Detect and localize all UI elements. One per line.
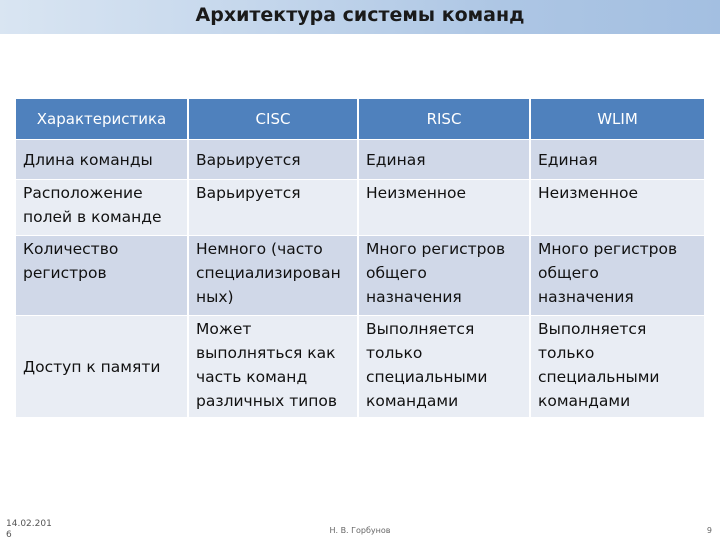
- cell-wlim: Единая: [531, 139, 704, 179]
- cell-wlim: Выполняется только специальными командами: [531, 315, 704, 417]
- header-cisc: CISC: [189, 99, 359, 139]
- table-row: [16, 139, 704, 179]
- table-row: [16, 179, 704, 235]
- table-row: [16, 315, 704, 417]
- cell-wlim: Много регистров общего назначения: [531, 235, 704, 315]
- cell-cisc: Может выполняться как часть команд различных типов: [189, 315, 359, 417]
- slide-title: Архитектура системы команд: [195, 4, 525, 26]
- cell-cisc: Варьируется: [189, 139, 359, 179]
- footer-author: Н. В. Горбунов: [329, 526, 391, 535]
- header-wlim: WLIM: [531, 99, 704, 139]
- cell-risc: Неизменное: [359, 179, 531, 235]
- table-header-row: [16, 99, 704, 139]
- cell-cisc: Немного (часто специализирован ных): [189, 235, 359, 315]
- cell-risc: Выполняется только специальными командами: [359, 315, 531, 417]
- cell-cisc: Варьируется: [189, 179, 359, 235]
- row-label: Расположение полей в команде: [16, 179, 189, 235]
- footer-date: 14.02.201 6: [6, 519, 52, 540]
- row-label: Длина команды: [16, 139, 189, 179]
- row-label: Количество регистров: [16, 235, 189, 315]
- table-row: [16, 235, 704, 315]
- cell-wlim: Неизменное: [531, 179, 704, 235]
- header-risc: RISC: [359, 99, 531, 139]
- page-number: 9: [706, 526, 712, 535]
- header-characteristic: Характеристика: [16, 99, 189, 139]
- row-label: Доступ к памяти: [16, 315, 189, 417]
- cell-risc: Много регистров общего назначения: [359, 235, 531, 315]
- comparison-table: [16, 99, 704, 417]
- cell-risc: Единая: [359, 139, 531, 179]
